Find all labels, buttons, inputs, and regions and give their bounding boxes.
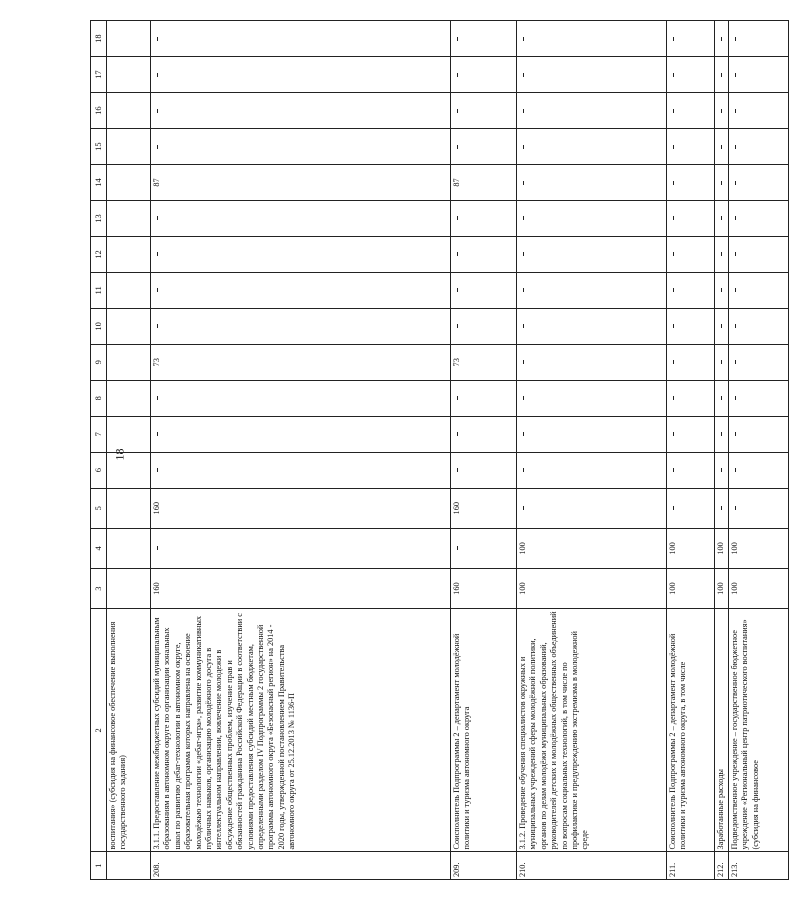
dash-mark [157, 145, 158, 149]
cell-col-16 [451, 93, 517, 129]
cell-col-18 [451, 21, 517, 57]
cell-col-9: 73 [151, 344, 451, 380]
dash-mark [721, 145, 722, 149]
dash-mark [735, 360, 736, 364]
dash-mark [735, 468, 736, 472]
dash-mark [735, 37, 736, 41]
dash-mark [457, 145, 458, 149]
cell-col-12 [107, 236, 151, 272]
dash-mark [673, 37, 674, 41]
cell-col-4: 100 [715, 528, 729, 568]
dash-mark [721, 37, 722, 41]
cell-col-9 [729, 344, 789, 380]
dash-mark [735, 109, 736, 113]
cell-col-14 [715, 165, 729, 201]
dash-mark [673, 432, 674, 436]
dash-mark [721, 216, 722, 220]
cell-col-16 [715, 93, 729, 129]
dash-mark [157, 252, 158, 256]
cell-col-7 [667, 416, 715, 452]
dash-mark [735, 145, 736, 149]
dash-mark [673, 145, 674, 149]
cell-col-9 [107, 344, 151, 380]
cell-col-10 [715, 308, 729, 344]
cell-col-7 [729, 416, 789, 452]
dash-mark [735, 181, 736, 185]
cell-col-16 [729, 93, 789, 129]
cell-col-6 [715, 452, 729, 488]
cell-col-9 [517, 344, 667, 380]
cell-col-4: 100 [729, 528, 789, 568]
cell-col-5 [729, 488, 789, 528]
dash-mark [457, 37, 458, 41]
column-header-4: 4 [91, 528, 107, 568]
cell-col-6 [729, 452, 789, 488]
table-row [667, 21, 715, 880]
cell-col-17 [517, 57, 667, 93]
cell-col-8 [729, 380, 789, 416]
dash-mark [735, 288, 736, 292]
dash-mark [157, 216, 158, 220]
cell-col-13 [151, 201, 451, 237]
dash-mark [721, 396, 722, 400]
cell-col-15 [667, 129, 715, 165]
dash-mark [721, 468, 722, 472]
dash-mark [457, 546, 458, 550]
dash-mark [673, 360, 674, 364]
cell-col-8 [715, 380, 729, 416]
cell-col-3: 100 [517, 569, 667, 609]
column-header-7: 7 [91, 416, 107, 452]
cell-col-7 [107, 416, 151, 452]
cell-col-11 [451, 272, 517, 308]
column-header-15: 15 [91, 129, 107, 165]
dash-mark [721, 432, 722, 436]
dash-mark [157, 546, 158, 550]
dash-mark [523, 37, 524, 41]
row-description: 3.1.2. Проведение обучения специалистов окружных и муниципальных учреждений сферы молодёжной политики, органов по делам молодёжи муниципальных образований, руководителей детских и молодёжных общественных объединений по вопросам социальных технологий, в том числе по профилактике и предупреждению экстремизма в молодежной среде [517, 609, 667, 852]
cell-col-15 [107, 129, 151, 165]
cell-col-11 [729, 272, 789, 308]
rotated-table-container [90, 20, 760, 880]
cell-col-4 [151, 528, 451, 568]
dash-mark [673, 109, 674, 113]
cell-col-17 [667, 57, 715, 93]
cell-col-17 [451, 57, 517, 93]
row-description: Соисполнитель Подпрограммы 2 – департамент молодёжной политики и туризма автономного округа [451, 609, 517, 852]
row-number: 209. [451, 852, 517, 880]
row-number: 210. [517, 852, 667, 880]
dash-mark [457, 432, 458, 436]
cell-col-3: 100 [667, 569, 715, 609]
cell-col-3: 100 [729, 569, 789, 609]
column-header-3: 3 [91, 569, 107, 609]
column-number-row [91, 21, 107, 880]
cell-col-17 [715, 57, 729, 93]
cell-col-5 [667, 488, 715, 528]
row-description: Соисполнитель Подпрограммы 2 – департамент молодёжной политики и туризма автономного округа, в том числе [667, 609, 715, 852]
cell-col-3: 160 [151, 569, 451, 609]
dash-mark [523, 360, 524, 364]
cell-col-4 [451, 528, 517, 568]
dash-mark [157, 288, 158, 292]
row-description: воспитания» (субсидия на финансовое обеспечение выполнения государственного задания) [107, 609, 151, 852]
dash-mark [735, 396, 736, 400]
dash-mark [735, 324, 736, 328]
dash-mark [673, 288, 674, 292]
cell-col-7 [151, 416, 451, 452]
cell-col-18 [715, 21, 729, 57]
cell-col-17 [151, 57, 451, 93]
table-row [151, 21, 451, 880]
cell-col-10 [729, 308, 789, 344]
page-number: 18 [112, 448, 127, 461]
cell-col-14 [667, 165, 715, 201]
cell-col-3: 100 [715, 569, 729, 609]
dash-mark [673, 396, 674, 400]
cell-col-12 [451, 236, 517, 272]
cell-col-16 [517, 93, 667, 129]
cell-col-5: 160 [151, 488, 451, 528]
column-header-13: 13 [91, 201, 107, 237]
cell-col-6 [517, 452, 667, 488]
cell-col-18 [729, 21, 789, 57]
cell-col-6 [107, 452, 151, 488]
cell-col-8 [107, 380, 151, 416]
dash-mark [523, 288, 524, 292]
dash-mark [673, 252, 674, 256]
column-header-11: 11 [91, 272, 107, 308]
column-header-14: 14 [91, 165, 107, 201]
column-header-1: 1 [91, 852, 107, 880]
dash-mark [457, 252, 458, 256]
cell-col-11 [667, 272, 715, 308]
cell-col-5 [517, 488, 667, 528]
cell-col-15 [151, 129, 451, 165]
table-row [451, 21, 517, 880]
cell-col-5 [715, 488, 729, 528]
dash-mark [523, 468, 524, 472]
table-row [107, 21, 151, 880]
dash-mark [157, 73, 158, 77]
dash-mark [673, 324, 674, 328]
cell-col-13 [517, 201, 667, 237]
row-description: Подведомственное учреждение – государственное бюджетное учреждение «Региональный центр патриотического воспитания» (субсидия на финансовое [729, 609, 789, 852]
dash-mark [735, 506, 736, 510]
dash-mark [735, 432, 736, 436]
dash-mark [721, 324, 722, 328]
cell-col-13 [107, 201, 151, 237]
cell-col-7 [517, 416, 667, 452]
dash-mark [721, 109, 722, 113]
dash-mark [673, 181, 674, 185]
dash-mark [157, 109, 158, 113]
table-body [91, 21, 789, 880]
cell-col-11 [517, 272, 667, 308]
dash-mark [457, 468, 458, 472]
dash-mark [523, 73, 524, 77]
cell-col-4: 100 [667, 528, 715, 568]
cell-col-13 [667, 201, 715, 237]
dash-mark [523, 396, 524, 400]
column-header-12: 12 [91, 236, 107, 272]
cell-col-6 [151, 452, 451, 488]
cell-col-13 [729, 201, 789, 237]
cell-col-10 [107, 308, 151, 344]
dash-mark [457, 73, 458, 77]
row-number: 211. [667, 852, 715, 880]
dash-mark [523, 252, 524, 256]
cell-col-9 [667, 344, 715, 380]
column-header-17: 17 [91, 57, 107, 93]
cell-col-12 [667, 236, 715, 272]
dash-mark [523, 506, 524, 510]
cell-col-18 [107, 21, 151, 57]
row-number: 213. [729, 852, 789, 880]
cell-col-10 [517, 308, 667, 344]
cell-col-11 [151, 272, 451, 308]
table-row [715, 21, 729, 880]
cell-col-14: 87 [151, 165, 451, 201]
column-header-5: 5 [91, 488, 107, 528]
cell-col-4: 100 [517, 528, 667, 568]
cell-col-6 [451, 452, 517, 488]
dash-mark [721, 73, 722, 77]
dash-mark [673, 216, 674, 220]
cell-col-8 [151, 380, 451, 416]
cell-col-6 [667, 452, 715, 488]
cell-col-18 [151, 21, 451, 57]
column-header-16: 16 [91, 93, 107, 129]
row-description: 3.1.1. Предоставление межбюджетных субсидий муниципальным образованиям в автономном округе по организации зональных школ по развитию дебат-технологии в автономном округе, образовательная программа которых направлена на освоение молодёжью технологии «дебат-игра», развитие коммуникативных публичных навыков, организацию молодёжного досуга в интеллектуальном направлении, вовлечение молодежи в обсуждение общественных проблем, изучение прав и обязанностей гражданина Российской Федерации в соответствии с условиями предоставления субсидий местным бюджетам, определенными разделом IV Подпрограммы 2 государственной программы автономного округа «Безопасный регион» на 2014 - 2020 годы, утвержденной постановлением Правительства автономного округа от 25.12.2013 № 1136-П [151, 609, 451, 852]
dash-mark [157, 468, 158, 472]
table-row [517, 21, 667, 880]
cell-col-14 [729, 165, 789, 201]
dash-mark [673, 468, 674, 472]
column-header-6: 6 [91, 452, 107, 488]
dash-mark [457, 396, 458, 400]
cell-col-15 [729, 129, 789, 165]
cell-col-14: 87 [451, 165, 517, 201]
cell-col-10 [451, 308, 517, 344]
cell-col-17 [107, 57, 151, 93]
dash-mark [523, 216, 524, 220]
cell-col-7 [451, 416, 517, 452]
cell-col-9 [715, 344, 729, 380]
cell-col-15 [715, 129, 729, 165]
dash-mark [735, 73, 736, 77]
cell-col-10 [151, 308, 451, 344]
row-number: 208. [151, 852, 451, 880]
cell-col-3: 160 [451, 569, 517, 609]
dash-mark [673, 73, 674, 77]
cell-col-12 [517, 236, 667, 272]
cell-col-10 [667, 308, 715, 344]
dash-mark [523, 181, 524, 185]
dash-mark [721, 506, 722, 510]
dash-mark [523, 324, 524, 328]
cell-col-11 [715, 272, 729, 308]
dash-mark [523, 109, 524, 113]
cell-col-8 [517, 380, 667, 416]
dash-mark [673, 506, 674, 510]
cell-col-12 [151, 236, 451, 272]
row-number [107, 852, 151, 880]
cell-col-12 [729, 236, 789, 272]
cell-col-16 [667, 93, 715, 129]
dash-mark [721, 360, 722, 364]
cell-col-15 [451, 129, 517, 165]
dash-mark [523, 432, 524, 436]
cell-col-13 [715, 201, 729, 237]
cell-col-11 [107, 272, 151, 308]
column-header-18: 18 [91, 21, 107, 57]
dash-mark [157, 324, 158, 328]
cell-col-3 [107, 569, 151, 609]
cell-col-14 [107, 165, 151, 201]
column-header-8: 8 [91, 380, 107, 416]
row-description: Заработанные расходы [715, 609, 729, 852]
dash-mark [157, 396, 158, 400]
dash-mark [457, 288, 458, 292]
cell-col-7 [715, 416, 729, 452]
dash-mark [157, 37, 158, 41]
cell-col-13 [451, 201, 517, 237]
cell-col-16 [107, 93, 151, 129]
dash-mark [457, 109, 458, 113]
dash-mark [735, 216, 736, 220]
dash-mark [157, 432, 158, 436]
dash-mark [721, 288, 722, 292]
dash-mark [523, 145, 524, 149]
cell-col-18 [667, 21, 715, 57]
cell-col-8 [451, 380, 517, 416]
cell-col-18 [517, 21, 667, 57]
dash-mark [721, 252, 722, 256]
cell-col-5: 160 [451, 488, 517, 528]
dash-mark [735, 252, 736, 256]
cell-col-5 [107, 488, 151, 528]
cell-col-8 [667, 380, 715, 416]
row-number: 212. [715, 852, 729, 880]
column-header-10: 10 [91, 308, 107, 344]
table-row [729, 21, 789, 880]
cell-col-14 [517, 165, 667, 201]
cell-col-16 [151, 93, 451, 129]
column-header-9: 9 [91, 344, 107, 380]
dash-mark [457, 324, 458, 328]
column-header-2: 2 [91, 609, 107, 852]
dash-mark [721, 181, 722, 185]
cell-col-15 [517, 129, 667, 165]
cell-col-9: 73 [451, 344, 517, 380]
dash-mark [457, 216, 458, 220]
cell-col-4 [107, 528, 151, 568]
budget-table [90, 20, 789, 880]
cell-col-12 [715, 236, 729, 272]
cell-col-17 [729, 57, 789, 93]
